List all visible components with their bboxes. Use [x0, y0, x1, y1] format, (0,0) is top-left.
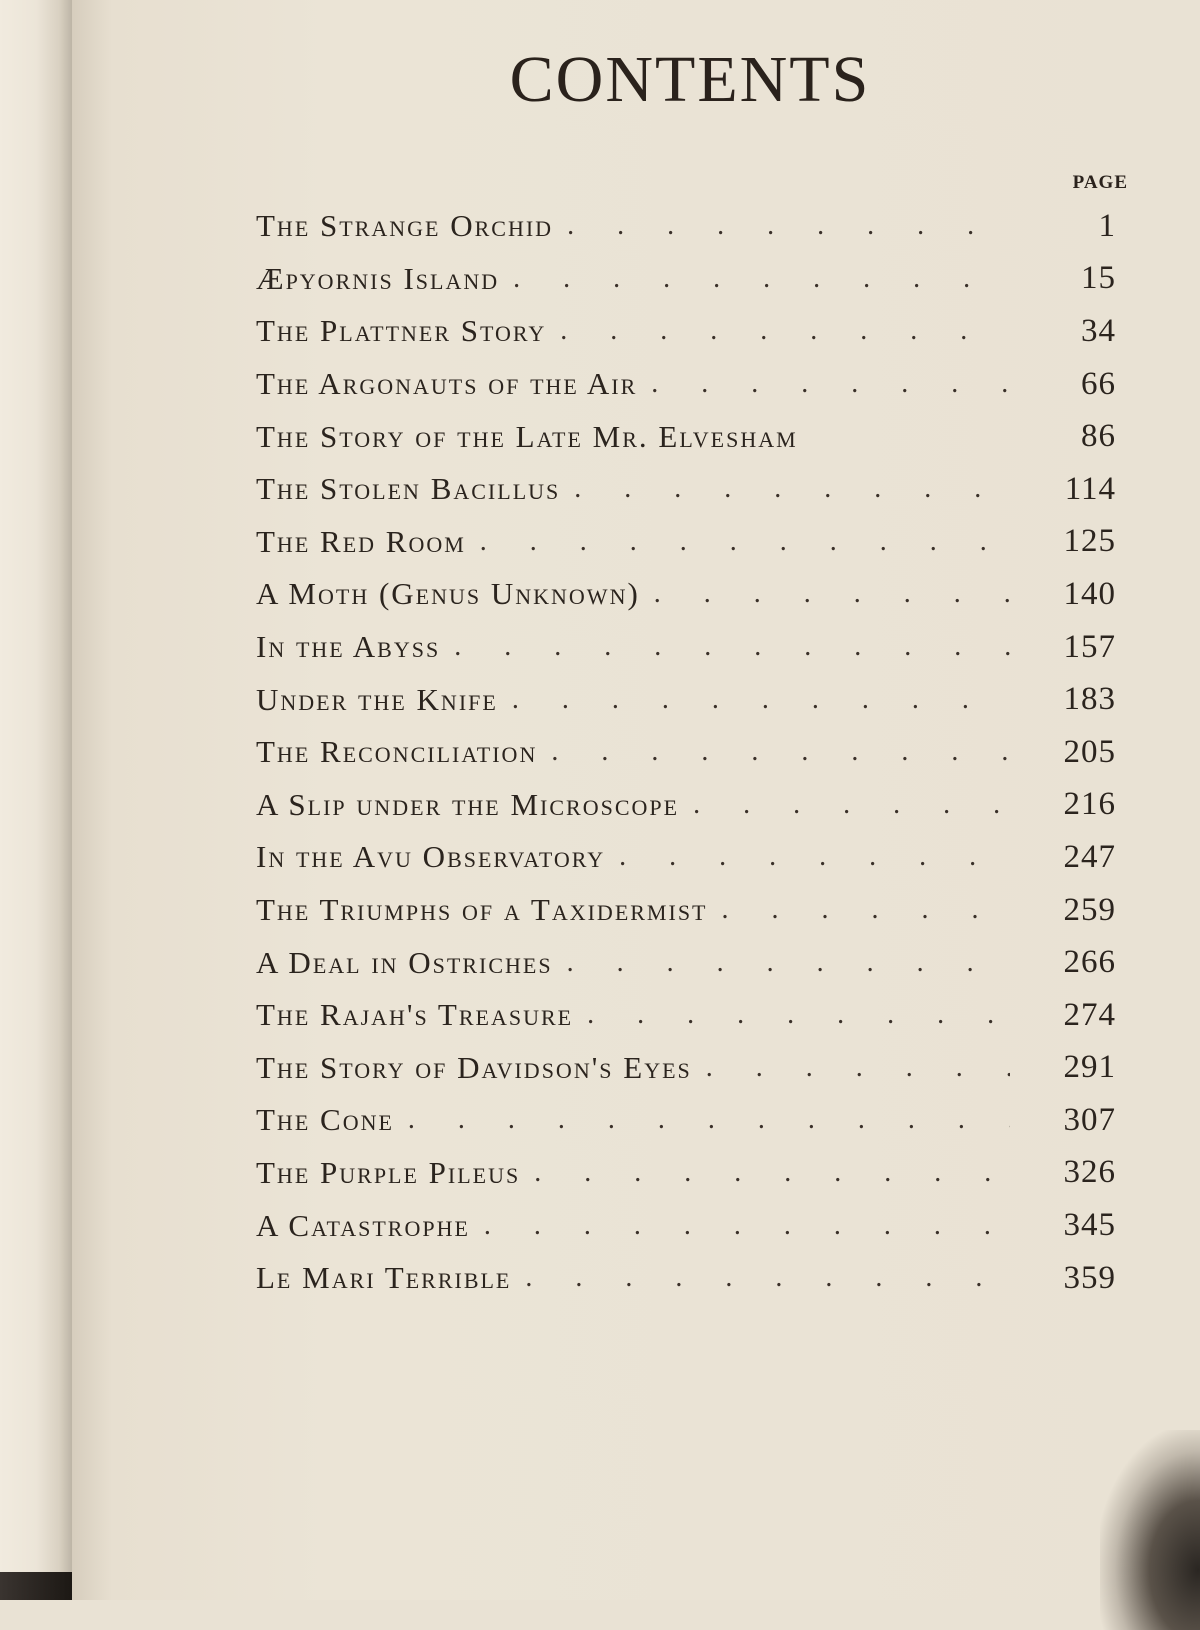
entry-page-number: 125: [1063, 523, 1116, 560]
book-gutter: [0, 0, 72, 1600]
entry-title: The Purple Pileus: [256, 1154, 521, 1190]
dot-leader: [654, 578, 1010, 610]
dot-leader: [534, 1157, 1010, 1189]
toc-entry: [256, 1147, 1116, 1200]
entry-title: Under the Knife: [256, 681, 498, 717]
entry-page-number: 34: [1081, 312, 1116, 349]
entry-title: The Stolen Bacillus: [256, 471, 561, 507]
toc-entry: [256, 884, 1116, 937]
page-corner-shadow: [1100, 1430, 1200, 1630]
table-of-contents: [256, 200, 1116, 1304]
entry-page-number: 86: [1081, 418, 1116, 455]
entry-title: The Triumphs of a Taxidermist: [256, 892, 708, 928]
entry-page-number: 274: [1063, 996, 1116, 1033]
book-edge: [0, 1572, 72, 1600]
entry-page-number: 1: [1098, 207, 1116, 244]
entry-page-number: 247: [1063, 838, 1116, 875]
dot-leader: [706, 1052, 1010, 1084]
toc-entry: [256, 673, 1116, 726]
entry-page-number: 15: [1081, 260, 1116, 297]
entry-title: The Argonauts of the Air: [256, 366, 638, 402]
dot-leader: [480, 526, 1010, 558]
entry-page-number: 307: [1063, 1101, 1116, 1138]
toc-entry: [256, 358, 1116, 411]
entry-title: The Reconciliation: [256, 734, 538, 770]
toc-entry: [256, 463, 1116, 516]
dot-leader: [551, 736, 1010, 768]
toc-entry: [256, 305, 1116, 358]
entry-page-number: 266: [1063, 944, 1116, 981]
toc-entry: [256, 779, 1116, 832]
entry-page-number: 216: [1063, 786, 1116, 823]
entry-title: The Cone: [256, 1102, 394, 1138]
dot-leader: [408, 1104, 1010, 1136]
toc-entry: [256, 1252, 1116, 1305]
dot-leader: [587, 999, 1010, 1031]
toc-entry: [256, 1094, 1116, 1147]
entry-title: A Slip under the Microscope: [256, 786, 680, 822]
toc-entry: [256, 410, 1116, 463]
entry-title: In the Abyss: [256, 629, 441, 665]
dot-leader: [619, 841, 1010, 873]
dot-leader: [722, 894, 1011, 926]
entry-page-number: 359: [1063, 1259, 1116, 1296]
entry-page-number: 205: [1063, 733, 1116, 770]
entry-title: A Deal in Ostriches: [256, 944, 553, 980]
entry-title: In the Avu Observatory: [256, 839, 606, 875]
toc-entry: [256, 200, 1116, 253]
toc-entry: [256, 253, 1116, 306]
page-title: CONTENTS: [509, 43, 871, 116]
toc-entry: [256, 726, 1116, 779]
dot-leader: [651, 368, 1010, 400]
entry-title: Æpyornis Island: [256, 260, 500, 296]
toc-entry: [256, 516, 1116, 569]
entry-title: The Story of Davidson's Eyes: [256, 1049, 692, 1085]
page-column-label: PAGE: [1072, 172, 1128, 193]
entry-page-number: 326: [1063, 1154, 1116, 1191]
dot-leader: [454, 631, 1010, 663]
entry-page-number: 66: [1081, 365, 1116, 402]
dot-leader: [513, 263, 1010, 295]
toc-entry: [256, 936, 1116, 989]
entry-page-number: 183: [1063, 681, 1116, 718]
entry-title: The Red Room: [256, 523, 466, 559]
entry-title: Le Mari Terrible: [256, 1260, 512, 1296]
dot-leader: [693, 789, 1010, 821]
toc-entry: [256, 1199, 1116, 1252]
dot-leader: [560, 315, 1010, 347]
entry-title: The Story of the Late Mr. Elvesham: [256, 418, 798, 454]
entry-title: The Plattner Story: [256, 313, 547, 349]
toc-entry: [256, 1042, 1116, 1095]
entry-page-number: 291: [1063, 1049, 1116, 1086]
dot-leader: [512, 684, 1010, 716]
entry-title: The Strange Orchid: [256, 208, 554, 244]
dot-leader: [574, 473, 1010, 505]
toc-entry: [256, 568, 1116, 621]
entry-page-number: 114: [1064, 470, 1116, 507]
dot-leader: [567, 947, 1010, 979]
entry-page-number: 140: [1063, 575, 1116, 612]
dot-leader: [567, 210, 1010, 242]
toc-entry: [256, 621, 1116, 674]
toc-entry: [256, 989, 1116, 1042]
entry-title: A Moth (Genus Unknown): [256, 576, 640, 612]
toc-entry: [256, 831, 1116, 884]
entry-page-number: 259: [1063, 891, 1116, 928]
entry-title: The Rajah's Treasure: [256, 997, 574, 1033]
entry-page-number: 157: [1063, 628, 1116, 665]
entry-title: A Catastrophe: [256, 1207, 470, 1243]
dot-leader: [525, 1262, 1010, 1294]
dot-leader: [484, 1210, 1010, 1242]
entry-page-number: 345: [1063, 1207, 1116, 1244]
